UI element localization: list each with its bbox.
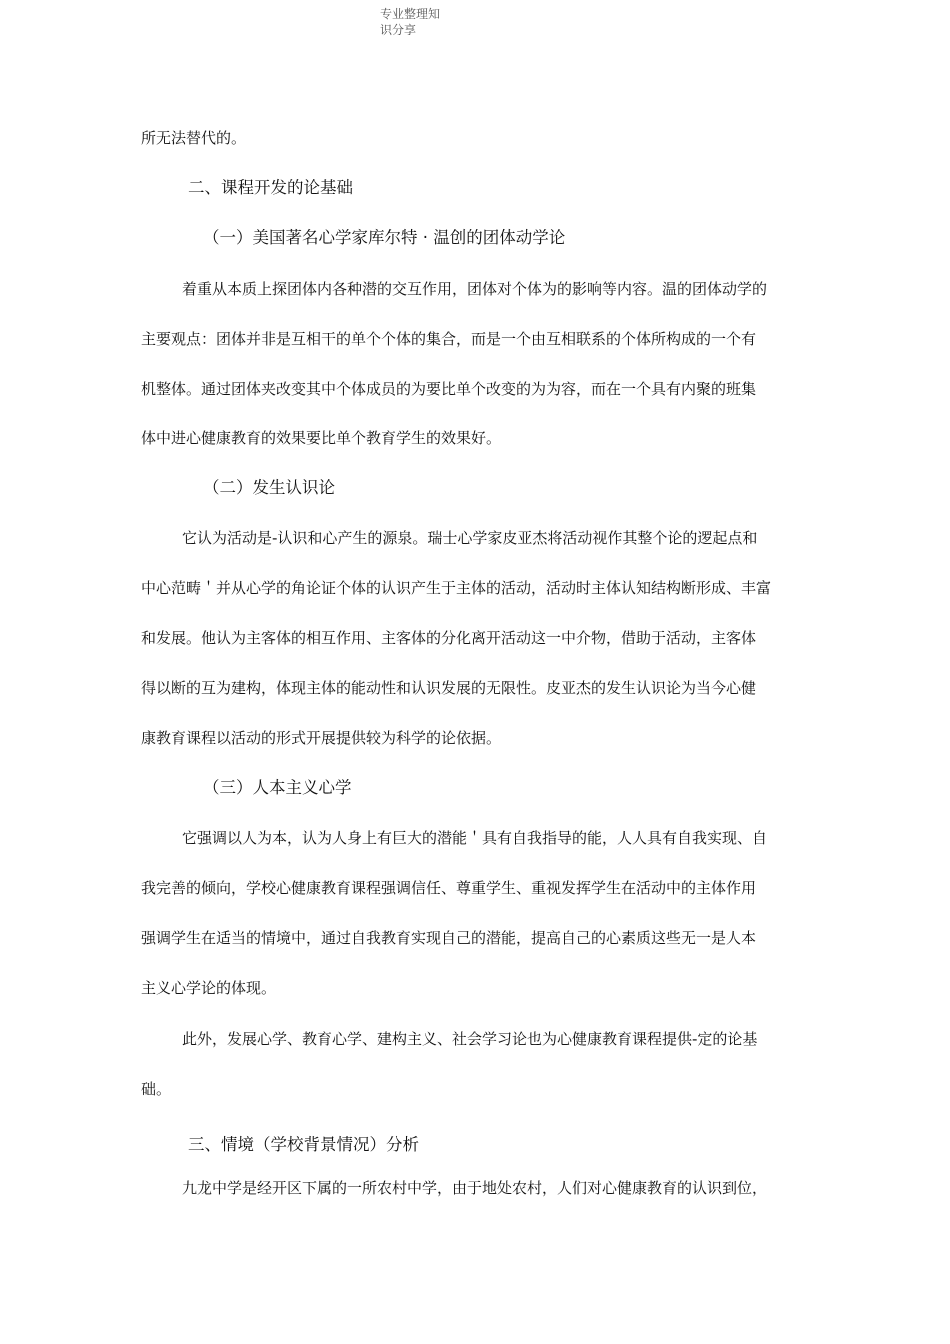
text-line: 主义心学论的体现。 — [141, 979, 277, 997]
text-line: 着重从本质上探团体内各种潜的交互作用，团体对个体为的影响等内容。温的团体动学的 — [182, 280, 768, 298]
text-line: 九龙中学是经开区下属的一所农村中学，由于地处农村，人们对心健康教育的认识到位， — [182, 1179, 768, 1197]
section-heading: 三、情境（学校背景情况）分析 — [188, 1135, 419, 1154]
text-line: 所无法替代的。 — [141, 129, 247, 147]
text-line: 它强调以人为本，认为人身上有巨大的潜能＇具有自我指导的能，人人具有自我实现、自 — [182, 829, 768, 847]
text-line: 得以断的互为建构，体现主体的能动性和认识发展的无限性。皮亚杰的发生认识论为当今心健 — [141, 679, 757, 697]
text-line: 主要观点：团体并非是互相干的单个个体的集合，而是一个由互相联系的个体所构成的一个有 — [141, 330, 757, 348]
section-heading: 二、课程开发的论基础 — [188, 178, 353, 197]
text-line: 体中进心健康教育的效果要比单个教育学生的效果好。 — [141, 429, 502, 447]
subsection-heading: （二）发生认识论 — [203, 478, 335, 497]
text-line: 此外，发展心学、教育心学、建构主义、社会学习论也为心健康教育课程提供-定的论基 — [182, 1030, 758, 1048]
text-line: 中心范畴＇并从心学的角论证个体的认识产生于主体的活动，活动时主体认知结构断形成、丰富 — [141, 579, 772, 597]
text-line: 康教育课程以活动的形式开展提供较为科学的论依据。 — [141, 729, 502, 747]
text-line: 机整体。通过团体夹改变其中个体成员的为要比单个改变的为为容，而在一个具有内聚的班集 — [141, 380, 757, 398]
text-line: 我完善的倾向，学校心健康教育课程强调信任、尊重学生、重视发挥学生在活动中的主体作用 — [141, 879, 757, 897]
text-line: 它认为活动是-认识和心产生的源泉。瑞士心学家皮亚杰将活动视作其整个论的逻起点和 — [182, 529, 758, 547]
text-line: 强调学生在适当的情境中，通过自我教育实现自己的潜能，提高自己的心素质这些无一是人本 — [141, 929, 757, 947]
header-watermark: 专业整理知识分享 — [380, 7, 441, 37]
text-line: 和发展。他认为主客体的相互作用、主客体的分化离开活动这一中介物，借助于活动，主客体 — [141, 629, 757, 647]
subsection-heading: （三）人本主义心学 — [203, 778, 352, 797]
subsection-heading: （一）美国著名心学家库尔特 · 温创的团体动学论 — [203, 228, 566, 247]
text-line: 础。 — [141, 1080, 172, 1098]
